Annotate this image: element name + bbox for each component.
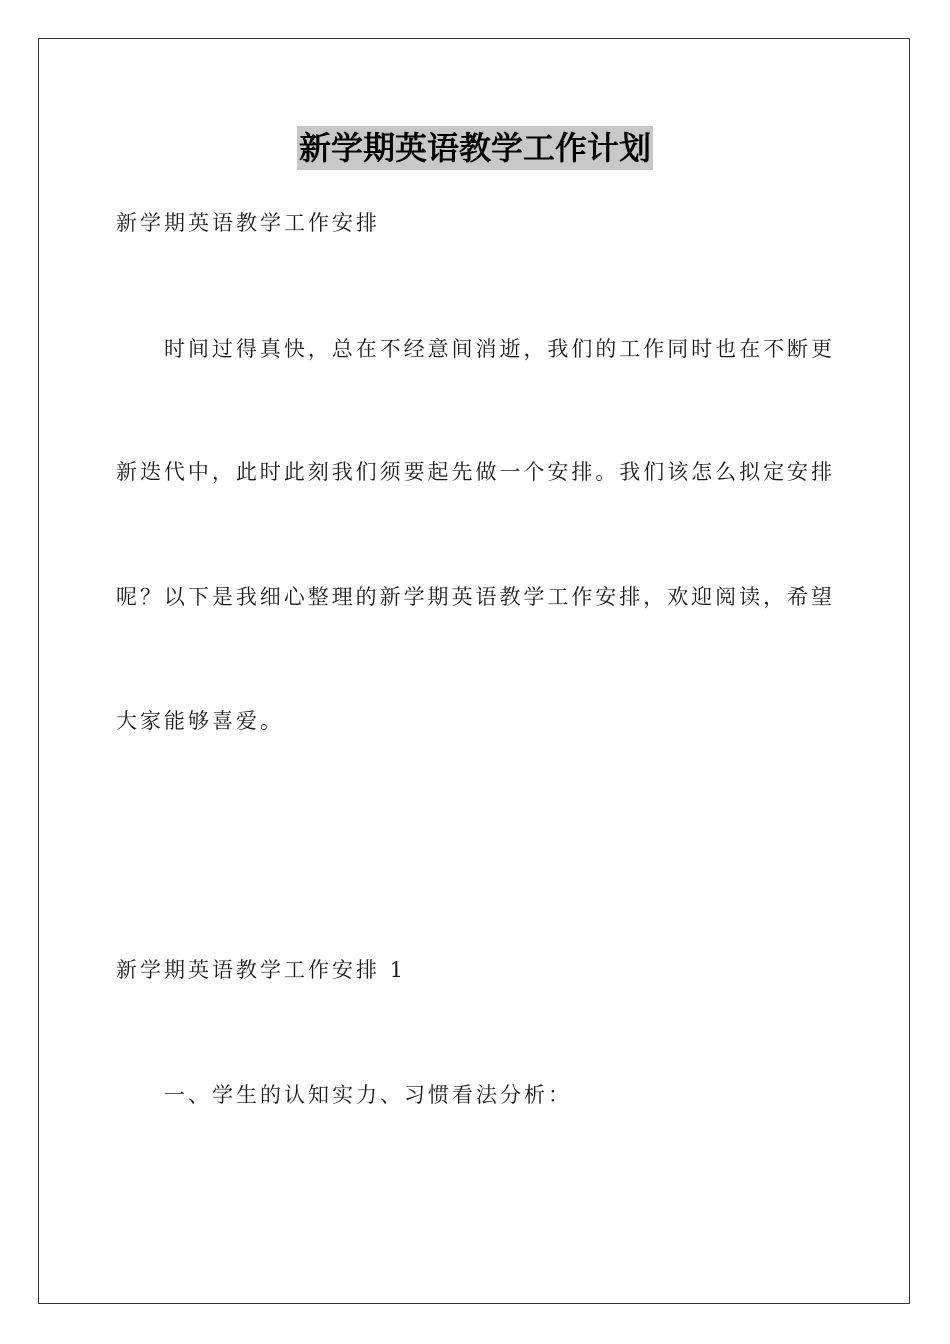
intro-line-1: 时间过得真快，总在不经意间消逝，我们的工作同时也在不断更 <box>164 337 832 361</box>
document-title: 新学期英语教学工作计划 <box>297 126 653 170</box>
title-container <box>0 126 950 170</box>
item-heading: 一、学生的认知实力、习惯看法分析： <box>164 1083 572 1107</box>
section-heading: 新学期英语教学工作安排 1 <box>116 958 407 982</box>
document-subtitle: 新学期英语教学工作安排 <box>116 211 380 235</box>
intro-line-4: 大家能够喜爱。 <box>116 709 284 733</box>
intro-line-3: 呢？以下是我细心整理的新学期英语教学工作安排，欢迎阅读，希望 <box>116 585 832 609</box>
intro-line-2: 新迭代中，此时此刻我们须要起先做一个安排。我们该怎么拟定安排 <box>116 460 832 484</box>
